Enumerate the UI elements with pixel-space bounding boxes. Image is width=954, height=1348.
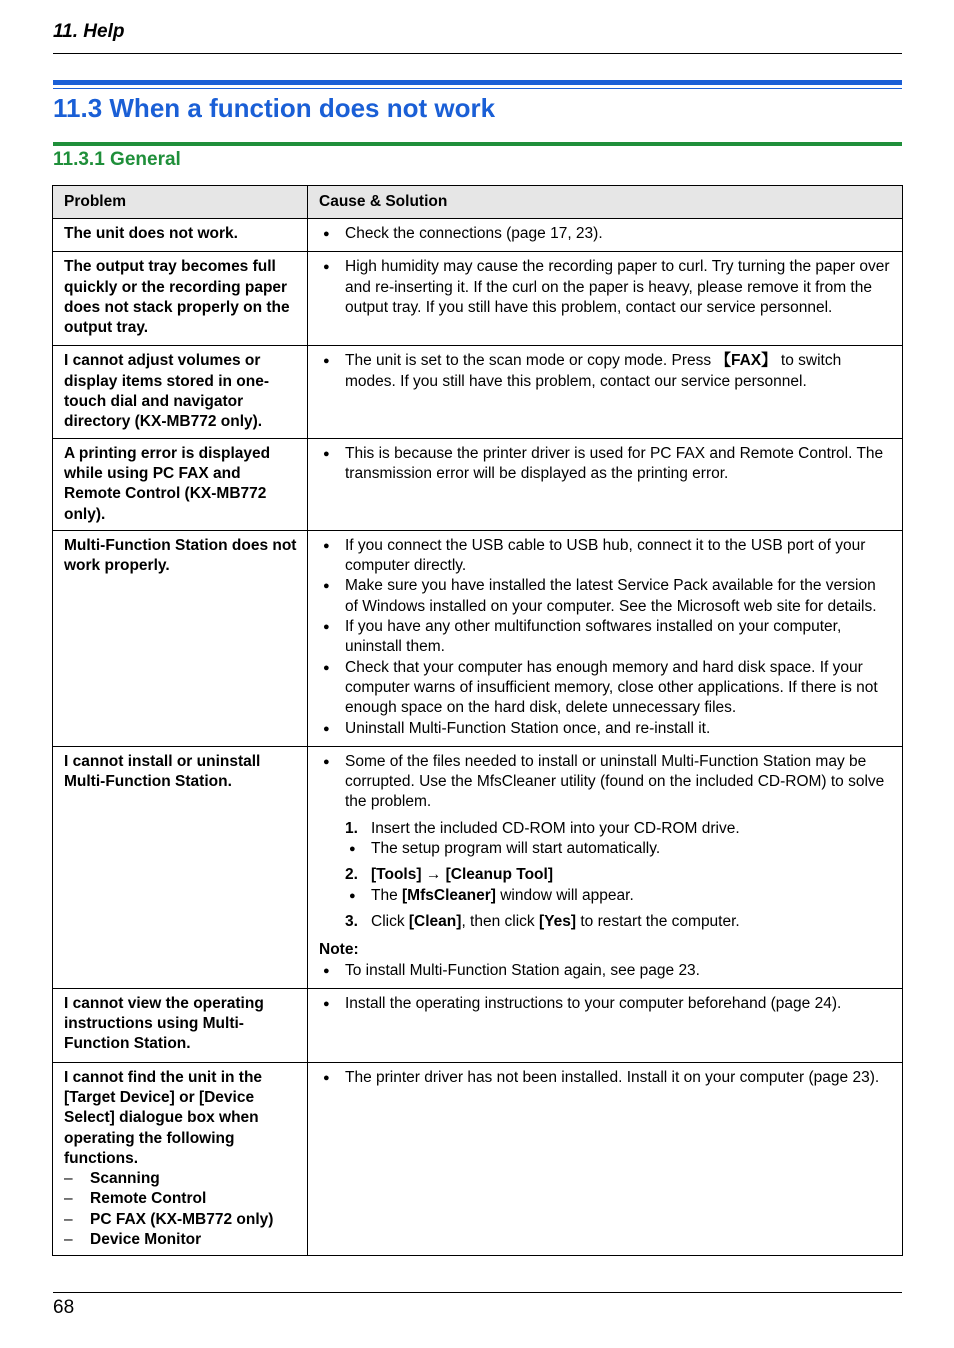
step-3: 3. Click [Clean], then click [Yes] to restart the computer. [345, 912, 892, 932]
solution-cell [308, 746, 903, 988]
cleanup-tool-key-label: [Cleanup Tool] [445, 866, 553, 884]
table-row [53, 346, 903, 438]
solution-item: ● If you connect the USB cable to USB hub, connect it to the USB port of your computer directly. [319, 536, 892, 577]
solution-item: ● Install the operating instructions to your computer beforehand (page 24). [319, 994, 892, 1014]
function-item-device-monitor: – Device Monitor [64, 1230, 299, 1250]
function-item-scanning: – Scanning [64, 1169, 299, 1189]
page-number: 68 [53, 1297, 75, 1318]
tools-key-label: [Tools] [371, 866, 422, 884]
arrow-icon: → [421, 866, 446, 884]
table-header-row [53, 186, 903, 219]
solution-cell [308, 438, 903, 530]
table-row [53, 746, 903, 988]
problem-cell: I cannot install or uninstall Multi-Function Station. [53, 746, 308, 988]
mfscleaner-key-label: [MfsCleaner] [402, 886, 496, 904]
solution-item: ● Check that your computer has enough memory and hard disk space. If your computer warns of insufficient memory, close other applications. If there is not enough space on the hard disk, delete unnecessary files. [319, 658, 892, 719]
solution-cell [308, 252, 903, 346]
problem-cell: I cannot view the operating instructions using Multi-Function Station. [53, 988, 308, 1062]
problem-text: I cannot find the unit in the [Target Device] or [Device Select] dialogue box when operating the following functions. [64, 1068, 263, 1167]
title-bar-thin [53, 88, 902, 89]
subsection-title: 11.3.1 General [53, 149, 181, 170]
footer-rule [53, 1292, 902, 1293]
solution-cell [308, 219, 903, 252]
solution-item: ● This is because the printer driver is used for PC FAX and Remote Control. The transmission error will be displayed as the printing error. [319, 444, 892, 485]
solution-item: ● Uninstall Multi-Function Station once, and re-install it. [319, 719, 892, 739]
note-item: ● To install Multi-Function Station again, see page 23. [319, 961, 892, 981]
step-number: 2. [345, 866, 358, 884]
solution-item: ● Make sure you have installed the latest Service Pack available for the version of Windows installed on your computer. See the Microsoft web site for details. [319, 576, 892, 617]
solution-item: ● Some of the files needed to install or uninstall Multi-Function Station may be corrupted. Use the MfsCleaner utility (found on the included CD-ROM) to solve the problem. [319, 752, 892, 813]
solution-item: ● The unit is set to the scan mode or copy mode. Press 【FAX】 to switch modes. If you still have this problem, contact our service personnel. [319, 351, 892, 392]
problem-cell: The unit does not work. [53, 219, 308, 252]
yes-key-label: [Yes] [538, 912, 577, 930]
table-row [53, 219, 903, 252]
step-1 [345, 819, 892, 839]
problem-cell: A printing error is displayed while using PC FAX and Remote Control (KX-MB772 only). [53, 438, 308, 530]
problem-cell [53, 1062, 308, 1256]
chapter-header: 11. Help [53, 21, 125, 42]
section-title: 11.3 When a function does not work [53, 93, 496, 123]
step-2 [345, 865, 892, 885]
table-row [53, 252, 903, 346]
fax-key-label: 【FAX】 [715, 352, 777, 370]
clean-key-label: [Clean] [408, 912, 462, 930]
troubleshooting-table [52, 185, 903, 1256]
solution-item: ● The printer driver has not been installed. Install it on your computer (page 23). [319, 1068, 892, 1088]
table-row [53, 530, 903, 746]
subsection-bar [53, 142, 902, 146]
step-sub-item: ● The [MfsCleaner] window will appear. [345, 886, 892, 906]
problem-cell: The output tray becomes full quickly or the recording paper does not stack properly on the output tray. [53, 252, 308, 346]
solution-cell [308, 988, 903, 1062]
function-item-remote-control: – Remote Control [64, 1189, 299, 1209]
problem-cell: Multi-Function Station does not work properly. [53, 530, 308, 746]
table-row [53, 1062, 903, 1256]
step-text: Insert the included CD-ROM into your CD-ROM drive. [371, 819, 740, 837]
table-row [53, 438, 903, 530]
title-bar [53, 80, 902, 85]
step-number: 1. [345, 819, 358, 837]
column-header-problem: Problem [53, 186, 308, 219]
note-label: Note: [319, 941, 359, 959]
step-sub-item: ● The setup program will start automatically. [345, 839, 892, 859]
header-rule [53, 53, 902, 54]
solution-item: ● If you have any other multifunction softwares installed on your computer, uninstall them. [319, 617, 892, 658]
solution-cell [308, 1062, 903, 1256]
column-header-solution: Cause & Solution [308, 186, 903, 219]
solution-cell [308, 346, 903, 438]
step-number: 3. [345, 912, 358, 930]
function-item-pc-fax: – PC FAX (KX-MB772 only) [64, 1210, 299, 1230]
problem-cell: I cannot adjust volumes or display items stored in one-touch dial and navigator directory (KX-MB772 only). [53, 346, 308, 438]
solution-item: ● High humidity may cause the recording paper to curl. Try turning the paper over and re-inserting it. If the curl on the paper is heavy, please remove it from the output tray. If you still have this problem, contact our service personnel. [319, 257, 892, 318]
solution-cell [308, 530, 903, 746]
table-row [53, 988, 903, 1062]
solution-item: ● Check the connections (page 17, 23). [319, 224, 892, 244]
